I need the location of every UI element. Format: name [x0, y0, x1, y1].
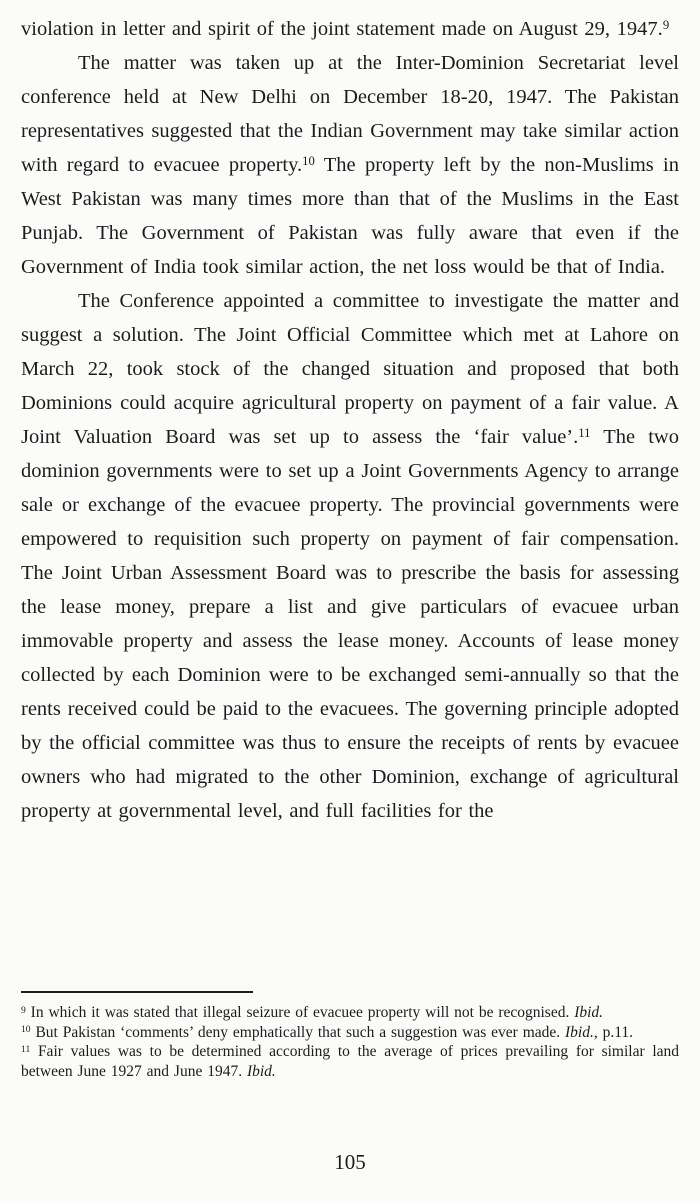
paragraph-1 — [21, 12, 679, 46]
footnote-ref-9: 9 — [662, 18, 670, 33]
paragraph-1-text: violation in letter and spirit of the joint statement made on August 29, 1947. — [21, 18, 663, 40]
footnote-9-marker: 9 — [21, 1004, 26, 1016]
footnote-11-ibid: Ibid. — [246, 1062, 276, 1080]
footnote-10 — [21, 1023, 679, 1043]
footnote-separator — [21, 991, 253, 993]
footnote-10-text: But Pakistan ‘comments’ deny emphatically that such a suggestion was ever made. — [35, 1023, 566, 1041]
paragraph-2-text-b: The property left by the non-Muslims in West Pakistan was many times more than that of the Muslims in the East Punjab. The Government of Pakistan was fully aware that even if the Government of India took similar action, the net loss would be that of India. — [21, 154, 679, 278]
paragraph-3 — [21, 284, 679, 828]
footnote-9-text: In which it was stated that illegal seizure of evacuee property will not be recognised. — [30, 1004, 575, 1021]
footnote-9 — [21, 1003, 679, 1023]
paragraph-2 — [21, 46, 679, 284]
footnote-11-marker: 11 — [21, 1043, 31, 1055]
paragraph-2-text-a: The matter was taken up at the Inter-Dominion Secretariat level conference held at New Delhi on December 18-20, 1947. The Pakistan representatives suggested that the Indian Government may take similar action with regard to evacuee property. — [21, 52, 679, 176]
page-number: 105 — [334, 1150, 366, 1174]
footnote-9-ibid: Ibid. — [574, 1004, 604, 1021]
footnote-10-marker: 10 — [21, 1024, 31, 1036]
footnote-ref-11: 11 — [578, 426, 591, 441]
footnote-10-ibid: Ibid. — [565, 1023, 594, 1041]
footnotes-section — [21, 991, 679, 1081]
page-body-text — [21, 12, 679, 828]
paragraph-3-text-b: The two dominion governments were to set up a Joint Governments Agency to arrange sale or exchange of the evacuee property. The provincial governments were empowered to requisition such property on payment of fair compensation. The Joint Urban Assessment Board was to prescribe the basis for assessing the lease money, prepare a list and give particulars of evacuee urban immovable property and assess the lease money. Accounts of lease money collected by each Dominion were to be exchanged semi-annually so that the rents received could be paid to the evacuees. The governing principle adopted by the official committee was thus to ensure the receipts of rents by evacuee owners who had migrated to the other Dominion, exchange of agricultural property at governmental level, and full facilities for the — [21, 426, 679, 822]
footnote-10-text-b: , p.11. — [593, 1023, 634, 1041]
footnote-11 — [21, 1042, 679, 1081]
footnote-ref-10: 10 — [302, 154, 315, 169]
footnote-11-text: Fair values was to be determined according to the average of prices prevailing for similar land between June 1927 and June 1947. — [21, 1043, 679, 1080]
paragraph-3-text-a: The Conference appointed a committee to investigate the matter and suggest a solution. The Joint Official Committee which met at Lahore on March 22, took stock of the changed situation and proposed that both Dominions could acquire agricultural property on payment of a fair value. A Joint Valuation Board was set up to assess the ‘fair value’. — [21, 290, 679, 448]
